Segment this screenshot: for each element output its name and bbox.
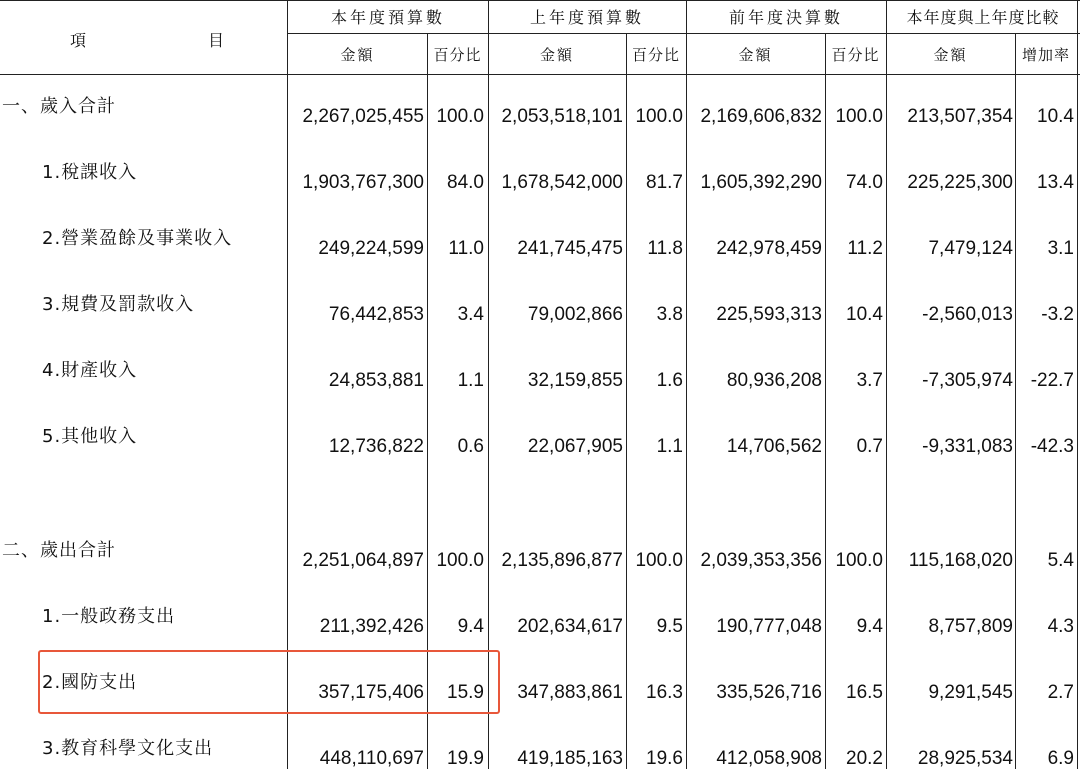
cell-growth: -42.3 [1030, 436, 1074, 457]
row-label: 二、歲出合計 [2, 540, 116, 561]
header-mid-border [288, 33, 1080, 34]
cell-amount: 2,267,025,455 [302, 106, 424, 127]
cell-growth: 5.4 [1047, 550, 1074, 571]
cell-amount: 357,175,406 [318, 682, 424, 703]
cell-percent: 74.0 [846, 172, 883, 193]
header-comparison: 本年度與上年度比較 [906, 8, 1060, 27]
cell-percent: 1.1 [656, 436, 683, 457]
table-row [0, 161, 1080, 201]
cell-growth: -3.2 [1041, 304, 1074, 325]
cell-percent: 9.4 [457, 616, 484, 637]
cell-percent: 19.9 [447, 748, 484, 769]
cell-amount: 225,593,313 [716, 304, 822, 325]
subheader-amount: 金額 [738, 46, 773, 64]
cell-percent: 10.4 [846, 304, 883, 325]
cell-amount: 1,903,767,300 [302, 172, 424, 193]
cell-amount: 213,507,354 [907, 106, 1013, 127]
subheader-percent: 百分比 [631, 46, 680, 64]
cell-amount: 9,291,545 [928, 682, 1013, 703]
header-last-budget: 上年度預算數 [529, 8, 644, 27]
cell-percent: 19.6 [646, 748, 683, 769]
cell-growth: 6.9 [1047, 748, 1074, 769]
table-row [0, 737, 1080, 777]
cell-amount: 2,135,896,877 [501, 550, 623, 571]
cell-amount: 115,168,020 [908, 550, 1013, 571]
table-row [0, 359, 1080, 399]
cell-amount: 7,479,124 [928, 238, 1013, 259]
highlight-box [38, 650, 500, 714]
cell-amount: -7,305,974 [922, 370, 1013, 391]
cell-amount: 419,185,163 [517, 748, 623, 769]
cell-percent: 100.0 [835, 550, 883, 571]
cell-percent: 11.2 [847, 238, 883, 259]
cell-percent: 100.0 [436, 550, 484, 571]
cell-amount: 1,605,392,290 [700, 172, 822, 193]
cell-percent: 84.0 [447, 172, 484, 193]
cell-growth: 2.7 [1047, 682, 1074, 703]
cell-percent: 20.2 [846, 748, 883, 769]
cell-amount: 211,392,426 [319, 616, 424, 637]
cell-percent: 1.1 [457, 370, 484, 391]
subheader-percent: 百分比 [831, 46, 880, 64]
cell-amount: 2,251,064,897 [302, 550, 424, 571]
table-row [0, 95, 1080, 135]
row-label: 1.稅課收入 [42, 162, 138, 183]
cell-percent: 15.9 [447, 682, 484, 703]
cell-amount: 347,883,861 [517, 682, 623, 703]
subheader-percent: 百分比 [433, 46, 482, 64]
cell-percent: 100.0 [635, 550, 683, 571]
row-label: 5.其他收入 [42, 426, 138, 447]
cell-percent: 3.4 [457, 304, 484, 325]
row-label: 4.財產收入 [42, 360, 138, 381]
cell-amount: 202,634,617 [517, 616, 623, 637]
cell-growth: 3.1 [1047, 238, 1074, 259]
cell-amount: 14,706,562 [726, 436, 822, 457]
table-row [0, 539, 1080, 579]
subheader-amount: 金額 [340, 46, 375, 64]
cell-percent: 16.3 [646, 682, 683, 703]
cell-percent: 100.0 [436, 106, 484, 127]
cell-amount: 28,925,534 [917, 748, 1013, 769]
cell-percent: 81.7 [646, 172, 683, 193]
table-row [0, 605, 1080, 645]
cell-percent: 100.0 [835, 106, 883, 127]
cell-amount: 225,225,300 [907, 172, 1013, 193]
cell-amount: 2,169,606,832 [700, 106, 822, 127]
cell-amount: 8,757,809 [928, 616, 1013, 637]
cell-percent: 3.8 [656, 304, 683, 325]
cell-amount: 249,224,599 [318, 238, 424, 259]
subheader-amount: 金額 [933, 46, 968, 64]
header-prior-final: 前年度決算數 [728, 8, 843, 27]
cell-growth: 4.3 [1047, 616, 1074, 637]
table-top-border [0, 0, 1080, 1]
table-row [0, 425, 1080, 465]
cell-amount: -2,560,013 [922, 304, 1013, 325]
row-label: 3.教育科學文化支出 [42, 738, 214, 759]
cell-growth: 13.4 [1037, 172, 1074, 193]
cell-amount: 79,002,866 [527, 304, 623, 325]
cell-amount: 32,159,855 [527, 370, 623, 391]
row-label: 1.一般政務支出 [42, 606, 176, 627]
cell-amount: 12,736,822 [328, 436, 424, 457]
col-divider [1015, 33, 1016, 769]
row-label: 一、歲入合計 [2, 96, 116, 117]
cell-growth: -22.7 [1030, 370, 1074, 391]
cell-amount: 190,777,048 [716, 616, 822, 637]
cell-percent: 1.6 [656, 370, 683, 391]
subheader-amount: 金額 [539, 46, 574, 64]
cell-amount: 76,442,853 [328, 304, 424, 325]
cell-percent: 11.0 [448, 238, 484, 259]
cell-amount: 80,936,208 [726, 370, 822, 391]
cell-percent: 9.4 [856, 616, 883, 637]
cell-percent: 9.5 [656, 616, 683, 637]
header-bottom-border [0, 74, 1080, 75]
cell-amount: 2,053,518,101 [501, 106, 623, 127]
header-current-budget: 本年度預算數 [330, 8, 445, 27]
col-divider [626, 33, 627, 769]
cell-percent: 16.5 [846, 682, 883, 703]
cell-percent: 11.8 [647, 238, 683, 259]
item-header-2: 目 [208, 31, 225, 50]
cell-amount: 242,978,459 [716, 238, 822, 259]
cell-amount: 241,745,475 [517, 238, 623, 259]
cell-amount: 412,058,908 [716, 748, 822, 769]
cell-growth: 10.4 [1037, 106, 1074, 127]
cell-amount: 22,067,905 [527, 436, 623, 457]
table-row [0, 227, 1080, 267]
cell-amount: 24,853,881 [328, 370, 424, 391]
table-row [0, 293, 1080, 333]
row-label: 2.國防支出 [42, 672, 138, 693]
cell-percent: 3.7 [856, 370, 883, 391]
cell-amount: -9,331,083 [922, 436, 1013, 457]
item-header-1: 項 [70, 31, 87, 50]
cell-percent: 0.7 [856, 436, 883, 457]
cell-amount: 1,678,542,000 [501, 172, 623, 193]
subheader-growth-rate: 增加率 [1021, 46, 1070, 64]
cell-amount: 2,039,353,356 [700, 550, 822, 571]
cell-percent: 0.6 [457, 436, 484, 457]
row-label: 3.規費及罰款收入 [42, 294, 195, 315]
cell-amount: 335,526,716 [716, 682, 822, 703]
col-divider [825, 33, 826, 769]
cell-amount: 448,110,697 [319, 748, 424, 769]
row-label: 2.營業盈餘及事業收入 [42, 228, 233, 249]
cell-percent: 100.0 [635, 106, 683, 127]
